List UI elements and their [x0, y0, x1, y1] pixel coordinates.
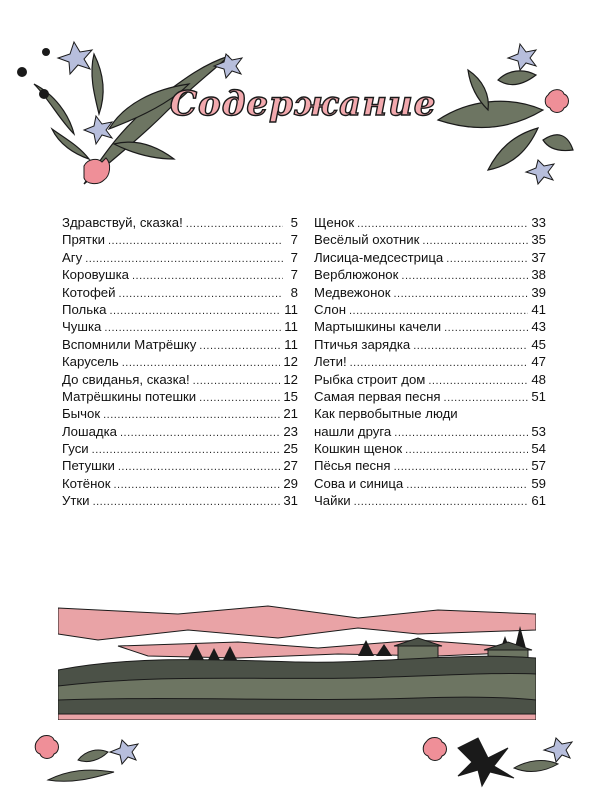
toc-entry[interactable]: Чушка ..... 11 — [62, 318, 298, 335]
toc-entry[interactable]: Кошкин щенок ..... 54 — [314, 440, 546, 457]
toc-entry[interactable]: Сова и синица ..... 59 — [314, 475, 546, 492]
toc-entry[interactable]: Коровушка ..... 7 — [62, 266, 298, 283]
toc-entry[interactable]: Вспомнили Матрёшку ..... 11 — [62, 336, 298, 353]
toc-entry[interactable]: Щенок ..... 33 — [314, 214, 546, 231]
toc-entry[interactable]: Здравствуй, сказка! ..... 5 — [62, 214, 298, 231]
toc-entry[interactable]: Прятки ..... 7 — [62, 231, 298, 248]
toc-entry[interactable]: Лошадка ..... 23 — [62, 423, 298, 440]
toc-entry[interactable]: Рыбка строит дом ..... 48 — [314, 371, 546, 388]
toc-entry[interactable]: Гуси ..... 25 — [62, 440, 298, 457]
toc-entry-title-line2: нашли друга — [314, 423, 392, 439]
toc-entry-multiline[interactable]: Как первобытные люди нашли друга ..... 53 — [314, 405, 546, 440]
toc-entry[interactable]: Мартышкины качели ..... 43 — [314, 318, 546, 335]
toc-entry[interactable]: До свиданья, сказка! ..... 12 — [62, 371, 298, 388]
toc-entry-title-line1: Как первобытные люди — [314, 406, 458, 422]
toc-entry[interactable]: Петушки ..... 27 — [62, 457, 298, 474]
toc-entry[interactable]: Полька ..... 11 — [62, 301, 298, 318]
toc-entry[interactable]: Котофей ..... 8 — [62, 284, 298, 301]
toc-entry[interactable]: Верблюжонок ..... 38 — [314, 266, 546, 283]
road — [58, 714, 536, 720]
toc-entry[interactable]: Весёлый охотник ..... 35 — [314, 231, 546, 248]
toc-entry[interactable]: Бычок ..... 21 — [62, 405, 298, 422]
landscape-illustration — [58, 600, 536, 730]
toc-entry[interactable]: Лети! ..... 47 — [314, 353, 546, 370]
toc-entry[interactable]: Утки ..... 31 — [62, 492, 298, 509]
toc-entry[interactable]: Агу ..... 7 — [62, 249, 298, 266]
toc-entry[interactable]: Чайки ..... 61 — [314, 492, 546, 509]
bottom-left-floral-ornament — [28, 730, 148, 790]
toc-entry[interactable]: Самая первая песня ..... 51 — [314, 388, 546, 405]
bottom-right-floral-ornament — [418, 728, 578, 788]
toc-entry[interactable]: Матрёшкины потешки ..... 15 — [62, 388, 298, 405]
toc-left-column — [62, 214, 298, 510]
page-title: Содержание — [170, 84, 437, 124]
toc-entry[interactable]: Слон ..... 41 — [314, 301, 546, 318]
field-near — [58, 697, 536, 716]
toc-entry[interactable]: Котёнок ..... 29 — [62, 475, 298, 492]
top-right-floral-ornament — [428, 40, 578, 190]
toc-right-column — [314, 214, 546, 510]
toc-entry[interactable]: Медвежонок ..... 39 — [314, 284, 546, 301]
toc-entry[interactable]: Пёсья песня ..... 57 — [314, 457, 546, 474]
toc-entry[interactable]: Карусель ..... 12 — [62, 353, 298, 370]
toc-entry[interactable]: Лисица-медсестрица ..... 37 — [314, 249, 546, 266]
toc-entry[interactable]: Птичья зарядка ..... 45 — [314, 336, 546, 353]
